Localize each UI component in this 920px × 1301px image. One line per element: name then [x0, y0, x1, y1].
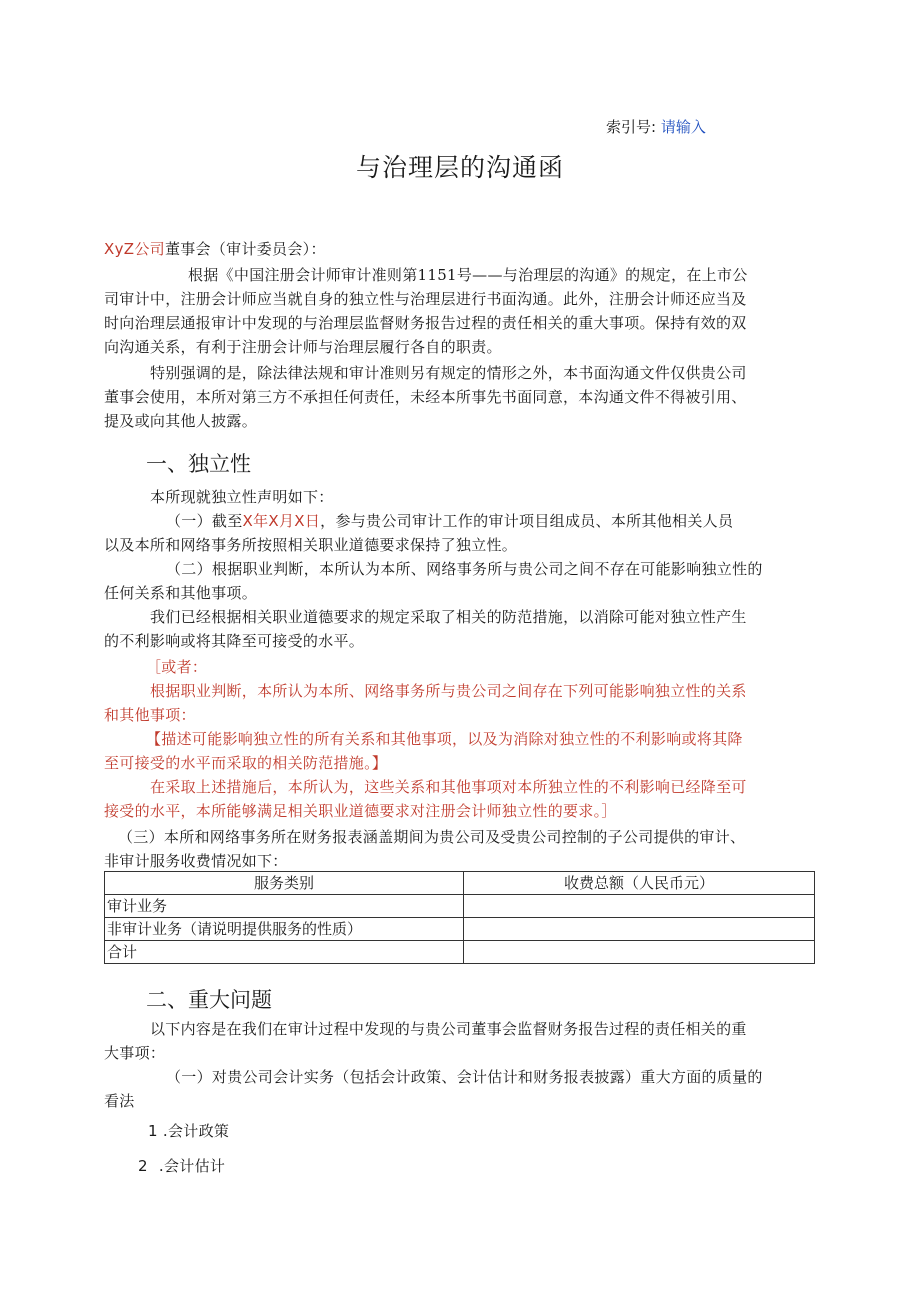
section2-lead-line2: 大事项：	[104, 1044, 166, 1062]
sub-item-accounting-policy	[148, 1120, 229, 1144]
index-number	[606, 116, 706, 137]
section1-item2-line2: 任何关系和其他事项。	[104, 584, 258, 602]
sub2-number: 2	[138, 1157, 148, 1175]
row-amount[interactable]	[464, 918, 815, 941]
intro-p2-line2: 董事会使用，本所对第三方不承担任何责任，未经本所事先书面同意，本沟通文件不得被引用、	[104, 388, 747, 406]
section1-item3-line1: （三）本所和网络事务所在财务报表涵盖期间为贵公司及受贵公司控制的子公司提供的审计、	[118, 828, 746, 846]
alt-p1-line2: 和其他事项：	[104, 706, 196, 724]
section2-heading: 二、重大问题	[146, 988, 272, 1012]
section1-heading: 一、独立性	[146, 452, 251, 476]
row-category: 非审计业务（请说明提供服务的性质）	[105, 918, 464, 941]
section1-lead: 本所现就独立性声明如下：	[150, 488, 334, 506]
sub2-label: .会计估计	[158, 1157, 226, 1175]
intro-p1-line1: 根据《中国注册会计师审计准则第1151号——与治理层的沟通》的规定，在上市公	[188, 266, 748, 284]
alt-p3-line2: 接受的水平，本所能够满足相关职业道德要求对注册会计师独立性的要求。］	[104, 802, 617, 820]
salutation-rest: 董事会（审计委员会）：	[164, 240, 326, 258]
section2-lead-line1: 以下内容是在我们在审计过程中发现的与贵公司董事会监督财务报告过程的责任相关的重	[150, 1020, 747, 1038]
salutation	[104, 238, 326, 262]
section2-item1-line2: 看法	[104, 1092, 135, 1110]
row-amount[interactable]	[464, 895, 815, 918]
intro-p1-line2: 司审计中，注册会计师应当就自身的独立性与治理层进行书面沟通。此外，注册会计师还应当及	[104, 290, 747, 308]
item1-pre: （一）截至	[166, 512, 243, 530]
sub-item-accounting-estimate	[138, 1155, 225, 1179]
table-row	[105, 918, 815, 941]
fees-table-header	[105, 872, 815, 895]
sub1-label: .会计政策	[162, 1122, 230, 1140]
index-label: 索引号:	[606, 118, 657, 136]
alt-p1-line1: 根据职业判断，本所认为本所、网络事务所与贵公司之间存在下列可能影响独立性的关系	[150, 682, 747, 700]
item1-date: X年X月X日	[242, 512, 321, 530]
sub1-number: 1	[148, 1122, 158, 1140]
section1-item2-line1: （二）根据职业判断，本所认为本所、网络事务所与贵公司之间不存在可能影响独立性的	[166, 560, 763, 578]
safeguards-line2: 的不利影响或将其降至可接受的水平。	[104, 632, 365, 650]
row-category: 审计业务	[105, 895, 464, 918]
intro-p2-line3: 提及或向其他人披露。	[104, 412, 258, 430]
row-category: 合计	[105, 941, 464, 964]
row-amount[interactable]	[464, 941, 815, 964]
table-row	[105, 941, 815, 964]
intro-p1-line4: 向沟通关系，有利于注册会计师与治理层履行各自的职责。	[104, 338, 502, 356]
company-name: XyZ公司	[104, 240, 165, 258]
index-input[interactable]: 请输入	[660, 118, 706, 136]
section1-item1-line1	[166, 510, 733, 534]
page-title: 与治理层的沟通函	[355, 153, 564, 182]
section1-item1-line2: 以及本所和网络事务所按照相关职业道德要求保持了独立性。	[104, 536, 518, 554]
fees-table	[104, 871, 815, 964]
safeguards-line1: 我们已经根据相关职业道德要求的规定采取了相关的防范措施，以消除可能对独立性产生	[150, 608, 747, 626]
alt-open: ［或者：	[146, 658, 208, 676]
intro-p2-line1: 特别强调的是，除法律法规和审计准则另有规定的情形之外，本书面沟通文件仅供贵公司	[150, 364, 747, 382]
table-row	[105, 895, 815, 918]
alt-p2-line1: 【描述可能影响独立性的所有关系和其他事项，以及为消除对独立性的不利影响或将其降	[146, 730, 743, 748]
section1-item3-line2: 非审计服务收费情况如下：	[104, 852, 288, 870]
item1-post: ，参与贵公司审计工作的审计项目组成员、本所其他相关人员	[320, 512, 734, 530]
intro-p1-line3: 时向治理层通报审计中发现的与治理层监督财务报告过程的责任相关的重大事项。保持有效的双	[104, 314, 747, 332]
alt-p2-line2: 至可接受的水平而采取的相关防范措施。】	[104, 754, 388, 772]
header-service-type: 服务类别	[105, 872, 464, 895]
header-fee-total: 收费总额（人民币元）	[464, 872, 815, 895]
alt-p3-line1: 在采取上述措施后，本所认为，这些关系和其他事项对本所独立性的不利影响已经降至可	[150, 778, 747, 796]
section2-item1-line1: （一）对贵公司会计实务（包括会计政策、会计估计和财务报表披露）重大方面的质量的	[166, 1068, 763, 1086]
